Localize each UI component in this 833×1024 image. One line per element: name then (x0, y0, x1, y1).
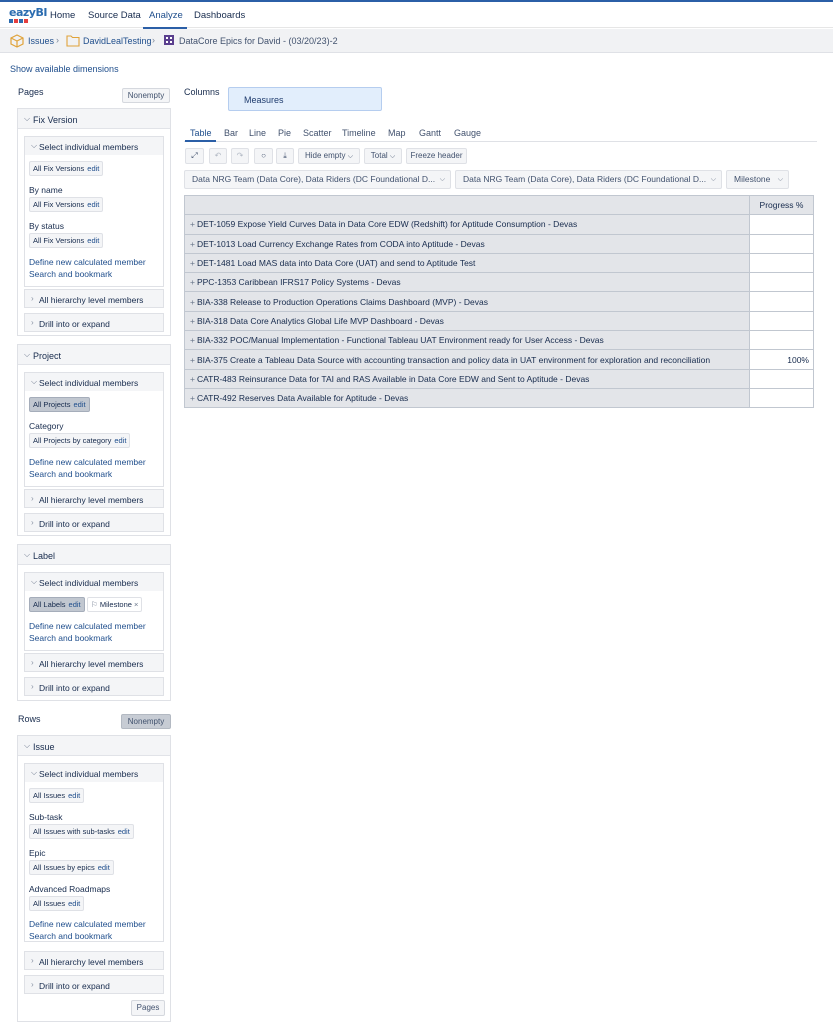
all-hierarchy-label: All hierarchy level members (39, 495, 144, 505)
chevron-down-icon: ⌵ (389, 153, 396, 160)
chip-label: All Projects (33, 400, 71, 409)
row-header[interactable] (185, 273, 750, 292)
drill-label: Drill into or expand (39, 981, 110, 991)
edit-link[interactable]: edit (117, 827, 130, 836)
row-header[interactable] (185, 292, 750, 311)
drill-label: Drill into or expand (39, 519, 110, 529)
expand-plus-icon[interactable]: + (190, 296, 195, 307)
progress-cell (750, 273, 814, 292)
progress-cell: 100% (750, 350, 814, 369)
table-row (185, 388, 814, 407)
chevron-down-icon: ⌵ (24, 741, 31, 750)
milestone-filter-dropdown[interactable] (726, 170, 789, 189)
chevron-right-icon: › (31, 980, 34, 989)
drill-into-expand[interactable] (24, 513, 164, 532)
chevron-right-icon: › (31, 318, 34, 327)
issue-dimension (17, 735, 171, 1022)
freeze-header-button[interactable]: Freeze header (406, 148, 467, 164)
edit-link[interactable]: edit (87, 200, 100, 209)
row-label: BIA-318 Data Core Analytics Global Life MVP Dashboard - Devas (196, 315, 444, 326)
progress-column-header[interactable]: Progress % (750, 196, 814, 215)
row-label: BIA-332 POC/Manual Implementation - Functional Tableau UAT Environment ready for User Access - Devas (196, 335, 604, 346)
fullscreen-button[interactable] (185, 148, 204, 164)
row-header[interactable] (185, 350, 750, 369)
nav-analyze[interactable]: Analyze (149, 10, 183, 21)
row-label: DET-1013 Load Currency Exchange Rates from CODA into Aptitude - Devas (196, 238, 485, 249)
tab-scatter[interactable]: Scatter (303, 128, 332, 138)
row-header[interactable] (185, 215, 750, 234)
report-icon (163, 34, 175, 46)
nav-dashboards[interactable]: Dashboards (194, 10, 246, 21)
chevron-down-icon: ⌵ (347, 153, 353, 160)
tab-map[interactable]: Map (388, 128, 406, 138)
redo-button[interactable] (231, 148, 249, 164)
row-label: BIA-338 Release to Production Operations Claims Dashboard (MVP) - Devas (196, 296, 488, 307)
label-dimension (17, 544, 171, 701)
project-dimension (17, 344, 171, 536)
table-row (185, 292, 814, 311)
expand-plus-icon[interactable]: + (190, 219, 195, 230)
expand-plus-icon[interactable]: + (190, 393, 195, 404)
search-bookmark-link[interactable]: Search and bookmark (29, 931, 113, 941)
tab-gantt[interactable]: Gantt (419, 128, 442, 138)
tab-line[interactable]: Line (249, 128, 267, 138)
expand-icon: ⤢ (191, 151, 198, 160)
select-members-label: Select individual members (39, 578, 139, 588)
chevron-right-icon: › (31, 494, 34, 503)
logo-text: eazyBI (9, 6, 47, 19)
edit-link[interactable]: edit (73, 400, 86, 409)
row-label: BIA-375 Create a Tableau Data Source with accounting transaction and policy data in UAT environment for exploration and reconciliation (196, 354, 711, 365)
member-chip[interactable] (29, 860, 114, 875)
member-chip[interactable] (29, 197, 103, 212)
table-row (185, 369, 814, 388)
search-bookmark-link[interactable]: Search and bookmark (29, 469, 113, 479)
eazybi-logo[interactable] (9, 6, 47, 24)
issue-header[interactable] (18, 736, 170, 756)
chevron-right-icon: › (56, 35, 59, 45)
show-dimensions-link[interactable]: Show available dimensions (10, 64, 119, 74)
move-to-pages-button[interactable]: Pages (131, 1000, 165, 1016)
logo-square (9, 19, 13, 23)
row-header[interactable] (185, 369, 750, 388)
drill-into-expand[interactable] (24, 313, 164, 332)
breadcrumb-folder[interactable]: DavidLealTesting (83, 36, 152, 46)
progress-cell (750, 215, 814, 234)
logo-square (24, 19, 28, 23)
redo-icon: ↷ (236, 151, 244, 160)
select-members-header[interactable] (25, 573, 163, 591)
hierarchy-label: By name (29, 185, 63, 195)
chip-label: All Issues by epics (33, 863, 95, 872)
table-header-row (185, 196, 814, 215)
filter-label: Milestone (734, 174, 771, 184)
chevron-down-icon: ⌵ (24, 114, 31, 123)
edit-link[interactable]: edit (68, 791, 81, 800)
chevron-down-icon: ⌵ (777, 176, 783, 183)
cube-icon (10, 34, 24, 48)
chevron-down-icon: ⌵ (710, 176, 716, 183)
define-calculated-member-link[interactable]: Define new calculated member (29, 257, 146, 267)
member-chip[interactable] (29, 824, 134, 839)
edit-link[interactable]: edit (114, 436, 127, 445)
member-chip-selected[interactable] (29, 397, 90, 412)
all-hierarchy-members[interactable] (24, 289, 164, 308)
chevron-down-icon: ⌵ (31, 141, 38, 150)
tab-bar[interactable]: Bar (224, 128, 239, 138)
table-row (185, 253, 814, 272)
tab-table[interactable]: Table (190, 128, 212, 138)
select-members-header[interactable] (25, 373, 163, 391)
select-members-header[interactable] (25, 137, 163, 155)
select-members-header[interactable] (25, 764, 163, 782)
table-row (185, 311, 814, 330)
chevron-down-icon: ⌵ (31, 377, 38, 386)
chevron-down-icon: ⌵ (439, 176, 445, 183)
table-row (185, 350, 814, 369)
progress-cell (750, 369, 814, 388)
edit-link[interactable]: edit (87, 236, 100, 245)
undo-button[interactable] (209, 148, 227, 164)
breadcrumb-issues[interactable]: Issues (28, 36, 55, 46)
results-table (184, 195, 814, 408)
member-chip[interactable] (29, 161, 103, 176)
all-hierarchy-label: All hierarchy level members (39, 295, 144, 305)
chip-label: All Fix Versions (33, 236, 85, 245)
chevron-right-icon: › (31, 682, 34, 691)
select-members-label: Select individual members (39, 142, 139, 152)
tabs-divider (184, 141, 817, 142)
hierarchy-label: Epic (29, 848, 46, 858)
select-members-panel (24, 572, 164, 651)
chip-label: All Fix Versions (33, 164, 85, 173)
nav-source-data[interactable]: Source Data (88, 10, 141, 21)
member-chip[interactable] (29, 788, 84, 803)
project-header[interactable] (18, 345, 170, 365)
row-label: DET-1059 Expose Yield Curves Data in Data Core EDW (Redshift) for Aptitude Consumption - Devas (196, 219, 578, 230)
edit-link[interactable]: edit (87, 164, 100, 173)
rows-nonempty-button[interactable]: Nonempty (121, 714, 171, 729)
all-hierarchy-label: All hierarchy level members (39, 957, 144, 967)
drill-into-expand[interactable] (24, 975, 164, 994)
progress-cell (750, 253, 814, 272)
project-title: Project (33, 351, 62, 361)
progress-cell (750, 292, 814, 311)
row-header[interactable] (185, 311, 750, 330)
member-chip[interactable] (29, 433, 130, 448)
expand-plus-icon[interactable]: + (190, 238, 195, 249)
select-members-panel (24, 136, 164, 287)
rows-title: Rows (18, 714, 41, 724)
chip-label: All Fix Versions (33, 200, 85, 209)
page-filter-dropdown[interactable] (184, 170, 451, 189)
row-label: DET-1481 Load MAS data into Data Core (UAT) and send to Aptitude Test (196, 258, 476, 269)
row-header[interactable] (185, 331, 750, 350)
hierarchy-label: Category (29, 421, 64, 431)
table-row (185, 273, 814, 292)
fix-version-dimension (17, 108, 171, 336)
table-corner-cell (185, 196, 750, 215)
select-members-label: Select individual members (39, 378, 139, 388)
columns-label: Columns (184, 87, 220, 97)
chevron-down-icon: ⌵ (24, 350, 31, 359)
download-icon: ⤓ (283, 151, 287, 160)
all-hierarchy-label: All hierarchy level members (39, 659, 144, 669)
chevron-right-icon: › (31, 518, 34, 527)
expand-plus-icon[interactable]: + (190, 277, 195, 288)
table-row (185, 215, 814, 234)
drill-into-expand[interactable] (24, 677, 164, 696)
chevron-down-icon: ⌵ (31, 577, 38, 586)
hide-empty-dropdown[interactable] (298, 148, 360, 164)
comment-icon: ○ (261, 151, 266, 160)
select-members-label: Select individual members (39, 769, 139, 779)
edit-link[interactable]: edit (68, 899, 81, 908)
measures-column-chip[interactable] (228, 87, 382, 111)
all-hierarchy-members[interactable] (24, 951, 164, 970)
total-label: Total (370, 151, 388, 160)
member-chip[interactable] (29, 896, 84, 911)
label-title: Label (33, 551, 56, 561)
undo-icon: ↶ (214, 151, 222, 160)
nav-home[interactable]: Home (50, 10, 76, 21)
progress-cell (750, 331, 814, 350)
chevron-right-icon: › (31, 294, 34, 303)
expand-plus-icon[interactable]: + (190, 258, 195, 269)
hierarchy-label: Sub-task (29, 812, 63, 822)
row-header[interactable] (185, 234, 750, 253)
select-members-panel (24, 372, 164, 487)
chip-label: All Issues (33, 899, 66, 908)
chip-label: All Issues with sub-tasks (33, 827, 115, 836)
row-label: CATR-483 Reinsurance Data for TAI and RAS Available in Data Core EDW and Sent to Aptitude - Devas (196, 373, 590, 384)
expand-plus-icon[interactable]: + (190, 335, 195, 346)
pages-title: Pages (18, 87, 44, 97)
folder-icon (66, 34, 80, 47)
filter-label: Data NRG Team (Data Core), Data Riders (DC Foundational D... (192, 174, 436, 184)
chip-label: All Issues (33, 791, 66, 800)
all-hierarchy-members[interactable] (24, 653, 164, 672)
progress-cell (750, 311, 814, 330)
chevron-right-icon: › (31, 956, 34, 965)
chevron-right-icon: › (152, 35, 155, 45)
chip-label: All Labels (33, 600, 66, 609)
chip-label: All Projects by category (33, 436, 112, 445)
member-chip-selected[interactable] (29, 597, 85, 612)
breadcrumb (0, 29, 833, 53)
close-icon[interactable]: × (134, 600, 139, 609)
comment-button[interactable] (254, 148, 273, 164)
define-calculated-member-link[interactable]: Define new calculated member (29, 457, 146, 467)
tab-gauge[interactable]: Gauge (454, 128, 482, 138)
logo-square (19, 19, 23, 23)
drill-label: Drill into or expand (39, 683, 110, 693)
issue-title: Issue (33, 742, 55, 752)
define-calculated-member-link[interactable]: Define new calculated member (29, 621, 146, 631)
total-dropdown[interactable] (364, 148, 402, 164)
table-row (185, 331, 814, 350)
expand-plus-icon[interactable]: + (190, 373, 195, 384)
hierarchy-label: By status (29, 221, 64, 231)
select-members-panel (24, 763, 164, 942)
fix-version-title: Fix Version (33, 115, 78, 125)
search-bookmark-link[interactable]: Search and bookmark (29, 633, 113, 643)
tab-timeline[interactable]: Timeline (342, 128, 376, 138)
fix-version-header[interactable] (18, 109, 170, 129)
tab-pie[interactable]: Pie (278, 128, 292, 138)
export-button[interactable] (276, 148, 294, 164)
row-label: PPC-1353 Caribbean IFRS17 Policy Systems - Devas (196, 277, 401, 288)
define-calculated-member-link[interactable]: Define new calculated member (29, 919, 146, 929)
milestone-chip[interactable] (87, 597, 142, 612)
filter-label: Data NRG Team (Data Core), Data Riders (DC Foundational D... (463, 174, 707, 184)
progress-cell (750, 388, 814, 407)
row-header[interactable] (185, 253, 750, 272)
label-header[interactable] (18, 545, 170, 565)
hide-empty-label: Hide empty (304, 151, 346, 160)
table-row (185, 234, 814, 253)
pages-nonempty-button[interactable]: Nonempty (122, 88, 170, 103)
all-hierarchy-members[interactable] (24, 489, 164, 508)
expand-plus-icon[interactable]: + (190, 354, 195, 365)
edit-link[interactable]: edit (68, 600, 81, 609)
chevron-right-icon: › (31, 658, 34, 667)
search-bookmark-link[interactable]: Search and bookmark (29, 269, 113, 279)
drill-label: Drill into or expand (39, 319, 110, 329)
page-filter-dropdown[interactable] (455, 170, 722, 189)
row-header[interactable] (185, 388, 750, 407)
member-chip[interactable] (29, 233, 103, 248)
active-tab-indicator (185, 140, 216, 142)
progress-cell (750, 234, 814, 253)
chevron-down-icon: ⌵ (24, 550, 31, 559)
expand-plus-icon[interactable]: + (190, 315, 195, 326)
chip-label: Milestone (99, 600, 132, 609)
edit-link[interactable]: edit (97, 863, 110, 872)
top-nav-bar (0, 0, 833, 28)
bookmark-icon: ⚐ (91, 600, 98, 609)
measures-label: Measures (244, 95, 284, 105)
chevron-down-icon: ⌵ (31, 768, 38, 777)
row-label: CATR-492 Reserves Data Available for Aptitude - Devas (196, 393, 409, 404)
breadcrumb-report: DataCore Epics for David - (03/20/23)-2 (179, 36, 338, 46)
logo-square (14, 19, 18, 23)
hierarchy-label: Advanced Roadmaps (29, 884, 111, 894)
